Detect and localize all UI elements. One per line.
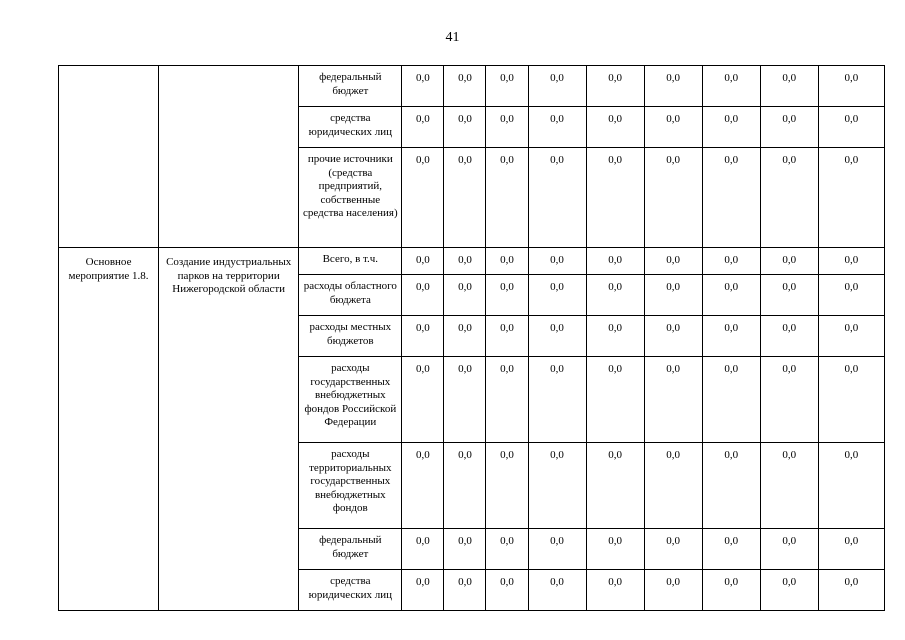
value-cell: 0,0 — [444, 248, 486, 275]
value-cell: 0,0 — [444, 443, 486, 529]
value-cell: 0,0 — [818, 529, 884, 570]
empty-label-cell — [59, 66, 159, 248]
value-cell: 0,0 — [760, 357, 818, 443]
value-cell: 0,0 — [818, 148, 884, 248]
value-cell: 0,0 — [760, 570, 818, 611]
value-cell: 0,0 — [760, 275, 818, 316]
value-cell: 0,0 — [402, 357, 444, 443]
value-cell: 0,0 — [402, 248, 444, 275]
value-cell: 0,0 — [402, 148, 444, 248]
value-cell: 0,0 — [402, 275, 444, 316]
value-cell: 0,0 — [528, 248, 586, 275]
value-cell: 0,0 — [644, 443, 702, 529]
measure-label-cell: Основное мероприятие 1.8. — [59, 248, 159, 611]
value-cell: 0,0 — [486, 148, 528, 248]
value-cell: 0,0 — [644, 316, 702, 357]
value-cell: 0,0 — [486, 443, 528, 529]
value-cell: 0,0 — [528, 443, 586, 529]
funding-source-cell: федеральный бюджет — [299, 66, 402, 107]
value-cell: 0,0 — [818, 570, 884, 611]
value-cell: 0,0 — [818, 275, 884, 316]
funding-source-cell: расходы государственных внебюджетных фондов Российской Федерации — [299, 357, 402, 443]
value-cell: 0,0 — [644, 248, 702, 275]
value-cell: 0,0 — [818, 357, 884, 443]
value-cell: 0,0 — [528, 66, 586, 107]
value-cell: 0,0 — [486, 248, 528, 275]
value-cell: 0,0 — [644, 570, 702, 611]
value-cell: 0,0 — [402, 529, 444, 570]
table-row — [59, 66, 885, 107]
value-cell: 0,0 — [586, 148, 644, 248]
page-number: 41 — [445, 30, 460, 45]
value-cell: 0,0 — [702, 66, 760, 107]
value-cell: 0,0 — [402, 443, 444, 529]
value-cell: 0,0 — [444, 148, 486, 248]
value-cell: 0,0 — [760, 66, 818, 107]
value-cell: 0,0 — [444, 107, 486, 148]
value-cell: 0,0 — [486, 570, 528, 611]
value-cell: 0,0 — [760, 107, 818, 148]
table-row — [59, 248, 885, 275]
value-cell: 0,0 — [586, 357, 644, 443]
funding-source-cell: Всего, в т.ч. — [299, 248, 402, 275]
value-cell: 0,0 — [702, 316, 760, 357]
value-cell: 0,0 — [702, 275, 760, 316]
value-cell: 0,0 — [644, 148, 702, 248]
value-cell: 0,0 — [486, 107, 528, 148]
value-cell: 0,0 — [702, 248, 760, 275]
value-cell: 0,0 — [702, 148, 760, 248]
measure-name-cell: Создание индустриальных парков на территории Нижегородской области — [159, 248, 299, 611]
funding-source-cell: средства юридических лиц — [299, 107, 402, 148]
value-cell: 0,0 — [444, 357, 486, 443]
value-cell: 0,0 — [586, 316, 644, 357]
value-cell: 0,0 — [644, 529, 702, 570]
value-cell: 0,0 — [818, 66, 884, 107]
value-cell: 0,0 — [444, 529, 486, 570]
value-cell: 0,0 — [486, 529, 528, 570]
value-cell: 0,0 — [818, 443, 884, 529]
value-cell: 0,0 — [818, 248, 884, 275]
value-cell: 0,0 — [760, 248, 818, 275]
value-cell: 0,0 — [760, 316, 818, 357]
value-cell: 0,0 — [586, 66, 644, 107]
value-cell: 0,0 — [702, 570, 760, 611]
value-cell: 0,0 — [702, 357, 760, 443]
value-cell: 0,0 — [444, 570, 486, 611]
value-cell: 0,0 — [444, 275, 486, 316]
budget-table — [58, 65, 885, 611]
value-cell: 0,0 — [528, 357, 586, 443]
value-cell: 0,0 — [486, 66, 528, 107]
value-cell: 0,0 — [586, 107, 644, 148]
funding-source-cell: расходы местных бюджетов — [299, 316, 402, 357]
value-cell: 0,0 — [444, 316, 486, 357]
value-cell: 0,0 — [486, 316, 528, 357]
value-cell: 0,0 — [702, 443, 760, 529]
value-cell: 0,0 — [486, 357, 528, 443]
funding-source-cell: расходы территориальных государственных внебюджетных фондов — [299, 443, 402, 529]
value-cell: 0,0 — [528, 570, 586, 611]
value-cell: 0,0 — [644, 357, 702, 443]
value-cell: 0,0 — [644, 275, 702, 316]
value-cell: 0,0 — [402, 570, 444, 611]
value-cell: 0,0 — [702, 107, 760, 148]
funding-source-cell: прочие источники (средства предприятий, собственные средства населения) — [299, 148, 402, 248]
value-cell: 0,0 — [528, 148, 586, 248]
funding-source-cell: средства юридических лиц — [299, 570, 402, 611]
value-cell: 0,0 — [444, 66, 486, 107]
value-cell: 0,0 — [586, 570, 644, 611]
value-cell: 0,0 — [528, 316, 586, 357]
empty-name-cell — [159, 66, 299, 248]
value-cell: 0,0 — [644, 107, 702, 148]
value-cell: 0,0 — [818, 316, 884, 357]
value-cell: 0,0 — [644, 66, 702, 107]
value-cell: 0,0 — [402, 316, 444, 357]
funding-source-cell: расходы областного бюджета — [299, 275, 402, 316]
value-cell: 0,0 — [528, 107, 586, 148]
value-cell: 0,0 — [760, 148, 818, 248]
value-cell: 0,0 — [760, 443, 818, 529]
value-cell: 0,0 — [818, 107, 884, 148]
value-cell: 0,0 — [760, 529, 818, 570]
value-cell: 0,0 — [402, 107, 444, 148]
funding-source-cell: федеральный бюджет — [299, 529, 402, 570]
value-cell: 0,0 — [486, 275, 528, 316]
value-cell: 0,0 — [402, 66, 444, 107]
value-cell: 0,0 — [586, 443, 644, 529]
value-cell: 0,0 — [528, 529, 586, 570]
value-cell: 0,0 — [586, 248, 644, 275]
value-cell: 0,0 — [586, 275, 644, 316]
value-cell: 0,0 — [528, 275, 586, 316]
value-cell: 0,0 — [586, 529, 644, 570]
value-cell: 0,0 — [702, 529, 760, 570]
